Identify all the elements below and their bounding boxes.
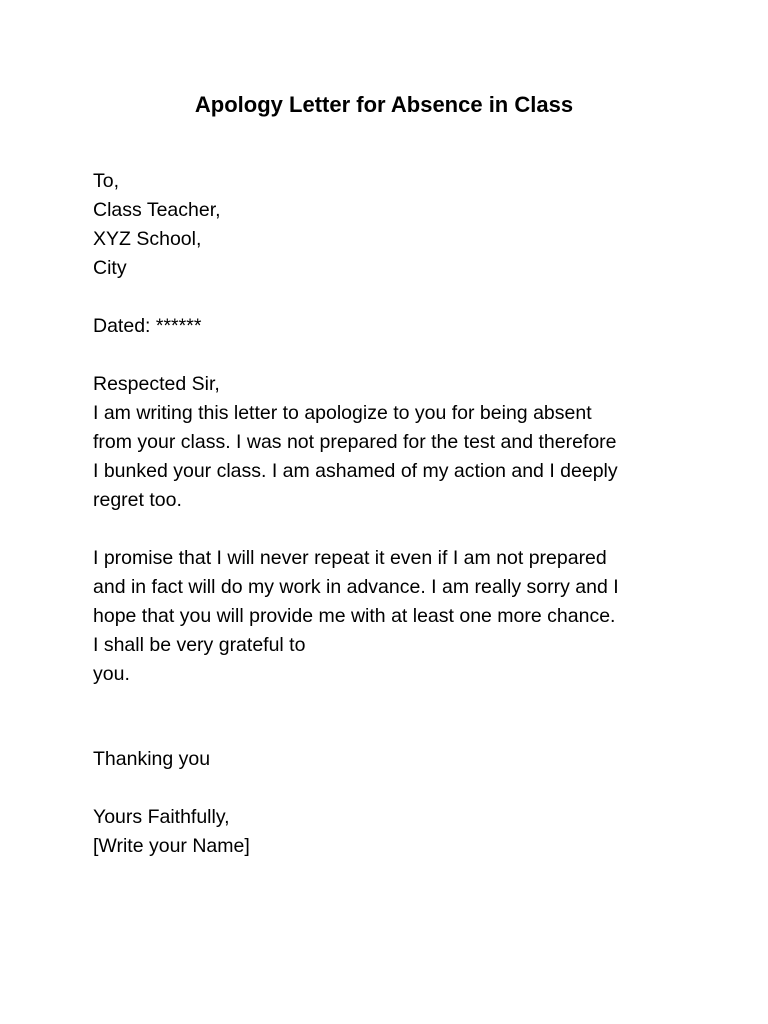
date-line: Dated: ******: [93, 315, 202, 337]
address-recipient: Class Teacher,: [93, 199, 221, 221]
address-to: To,: [93, 170, 120, 192]
paragraph1-line: regret too.: [93, 489, 182, 511]
address-school: XYZ School,: [93, 228, 202, 250]
paragraph2-line: I shall be very grateful to: [93, 634, 306, 656]
paragraph1-line: I am writing this letter to apologize to you for being absent: [93, 402, 592, 424]
paragraph2-line: and in fact will do my work in advance. I am really sorry and I: [93, 576, 619, 598]
closing-line: Yours Faithfully,: [93, 806, 230, 828]
paragraph2-line: you.: [93, 663, 130, 685]
paragraph1-line: from your class. I was not prepared for the test and therefore: [93, 431, 617, 453]
paragraph2-line: I promise that I will never repeat it even if I am not prepared: [93, 547, 607, 569]
thanks-line: Thanking you: [93, 748, 211, 770]
paragraph2-line: hope that you will provide me with at least one more chance.: [93, 605, 616, 627]
address-city: City: [93, 257, 127, 279]
signature-line: [Write your Name]: [93, 835, 250, 857]
salutation: Respected Sir,: [93, 373, 220, 395]
paragraph1-line: I bunked your class. I am ashamed of my action and I deeply: [93, 460, 618, 482]
letter-title: Apology Letter for Absence in Class: [194, 92, 574, 117]
